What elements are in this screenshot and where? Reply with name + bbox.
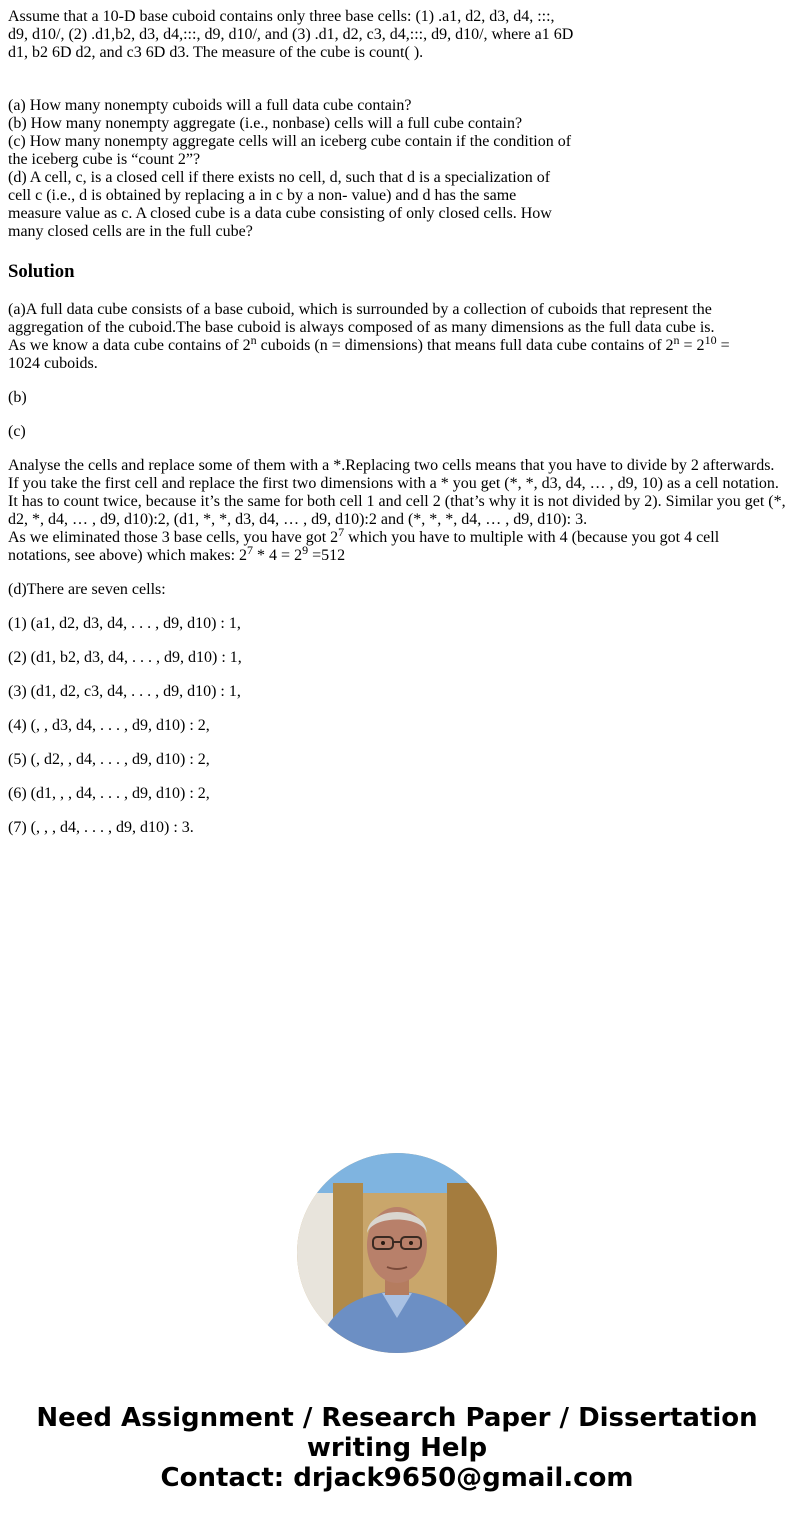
solution-a-text: (a)A full data cube consists of a base cuboid, which is surrounded by a collection of cuboids that represent the aggregation of the cuboid.The base cuboid is always composed of as many dimensions as the full data cube is.	[8, 301, 715, 336]
closed-cell-item: (5) (, d2, , d4, . . . , d9, d10) : 2,	[8, 751, 210, 768]
footer-banner	[0, 1403, 794, 1493]
question-line: d1, b2 6D d2, and c3 6D d3. The measure of the cube is count( ).	[8, 44, 424, 61]
solution-d-intro: (d)There are seven cells:	[8, 581, 166, 598]
closed-cell-item: (2) (d1, b2, d3, d4, . . . , d9, d10) : 1,	[8, 649, 242, 666]
closed-cell-item: (6) (d1, , , d4, . . . , d9, d10) : 2,	[8, 785, 210, 802]
question-line: Assume that a 10-D base cuboid contains only three base cells: (1) .a1, d2, d3, d4, :::,	[8, 8, 555, 25]
question-part-line: cell c (i.e., d is obtained by replacing a in c by a non- value) and d has the same	[8, 187, 517, 204]
question-part-line: (b) How many nonempty aggregate (i.e., nonbase) cells will a full cube contain?	[8, 115, 523, 132]
solution-c-label: (c)	[8, 423, 26, 440]
question-part-line: (d) A cell, c, is a closed cell if there exists no cell, d, such that d is a specialization of	[8, 169, 551, 186]
question-line: d9, d10/, (2) .d1,b2, d3, d4,:::, d9, d10/, and (3) .d1, d2, c3, d4,:::, d9, d10/, where a1 6D	[8, 26, 574, 43]
question-parts	[8, 97, 788, 241]
question-part-line: measure value as c. A closed cube is a data cube consisting of only closed cells. How	[8, 205, 552, 222]
question-part-line: the iceberg cube is “count 2”?	[8, 151, 201, 168]
solution-heading: Solution	[8, 261, 75, 282]
solution-a-formula: As we know a data cube contains of 2$^n$ cuboids (n = dimensions) that means full data cube contains of $2^n = 2^{10}$ = 1024 cuboids.	[8, 333, 730, 372]
closed-cell-item: (4) (, , d3, d4, . . . , d9, d10) : 2,	[8, 717, 210, 734]
person-portrait-icon	[297, 1153, 497, 1353]
question-block	[8, 8, 788, 62]
closed-cell-item: (7) (, , , d4, . . . , d9, d10) : 3.	[8, 819, 194, 836]
footer-line: writing Help	[306, 1433, 488, 1463]
solution-c-text: Analyse the cells and replace some of them with a *.Replacing two cells means that you have to divide by 2 afterwards. If you take the first cell and replace the first two dimensions with a * you get (*, *, d3, d4, … , d9, 10) as a cell notation. It has to count twice, because it’s the same for both cell 1 and cell 2 (that’s why it is not divided by 2). Similar you get (*, d2, *, d4, … , d9, d10):2, (d1, *, *, d3, d4, … , d9, d10):2 and (*, *, *, d4, … , d9, d10): 3.	[8, 457, 786, 528]
closed-cell-item: (1) (a1, d2, d3, d4, . . . , d9, d10) : 1,	[8, 615, 241, 632]
solution-b-label: (b)	[8, 389, 27, 406]
question-part-line: (c) How many nonempty aggregate cells will an iceberg cube contain if the condition of	[8, 133, 572, 150]
solution-c-formula: As we eliminated those 3 base cells, you have got $2^7$ which you have to multiple with 4 (because you got 4 cell notations, see above) which makes: $2^7 * 4 = 2^9 =512$	[8, 525, 720, 564]
document-body	[8, 8, 788, 837]
closed-cell-item: (3) (d1, d2, c3, d4, . . . , d9, d10) : 1,	[8, 683, 241, 700]
footer-line: Need Assignment / Research Paper / Dissertation	[36, 1403, 758, 1433]
author-avatar	[297, 1153, 497, 1353]
question-part-line: many closed cells are in the full cube?	[8, 223, 253, 240]
footer-contact: Contact: drjack9650@gmail.com	[160, 1463, 634, 1493]
question-part-line: (a) How many nonempty cuboids will a full data cube contain?	[8, 97, 412, 114]
